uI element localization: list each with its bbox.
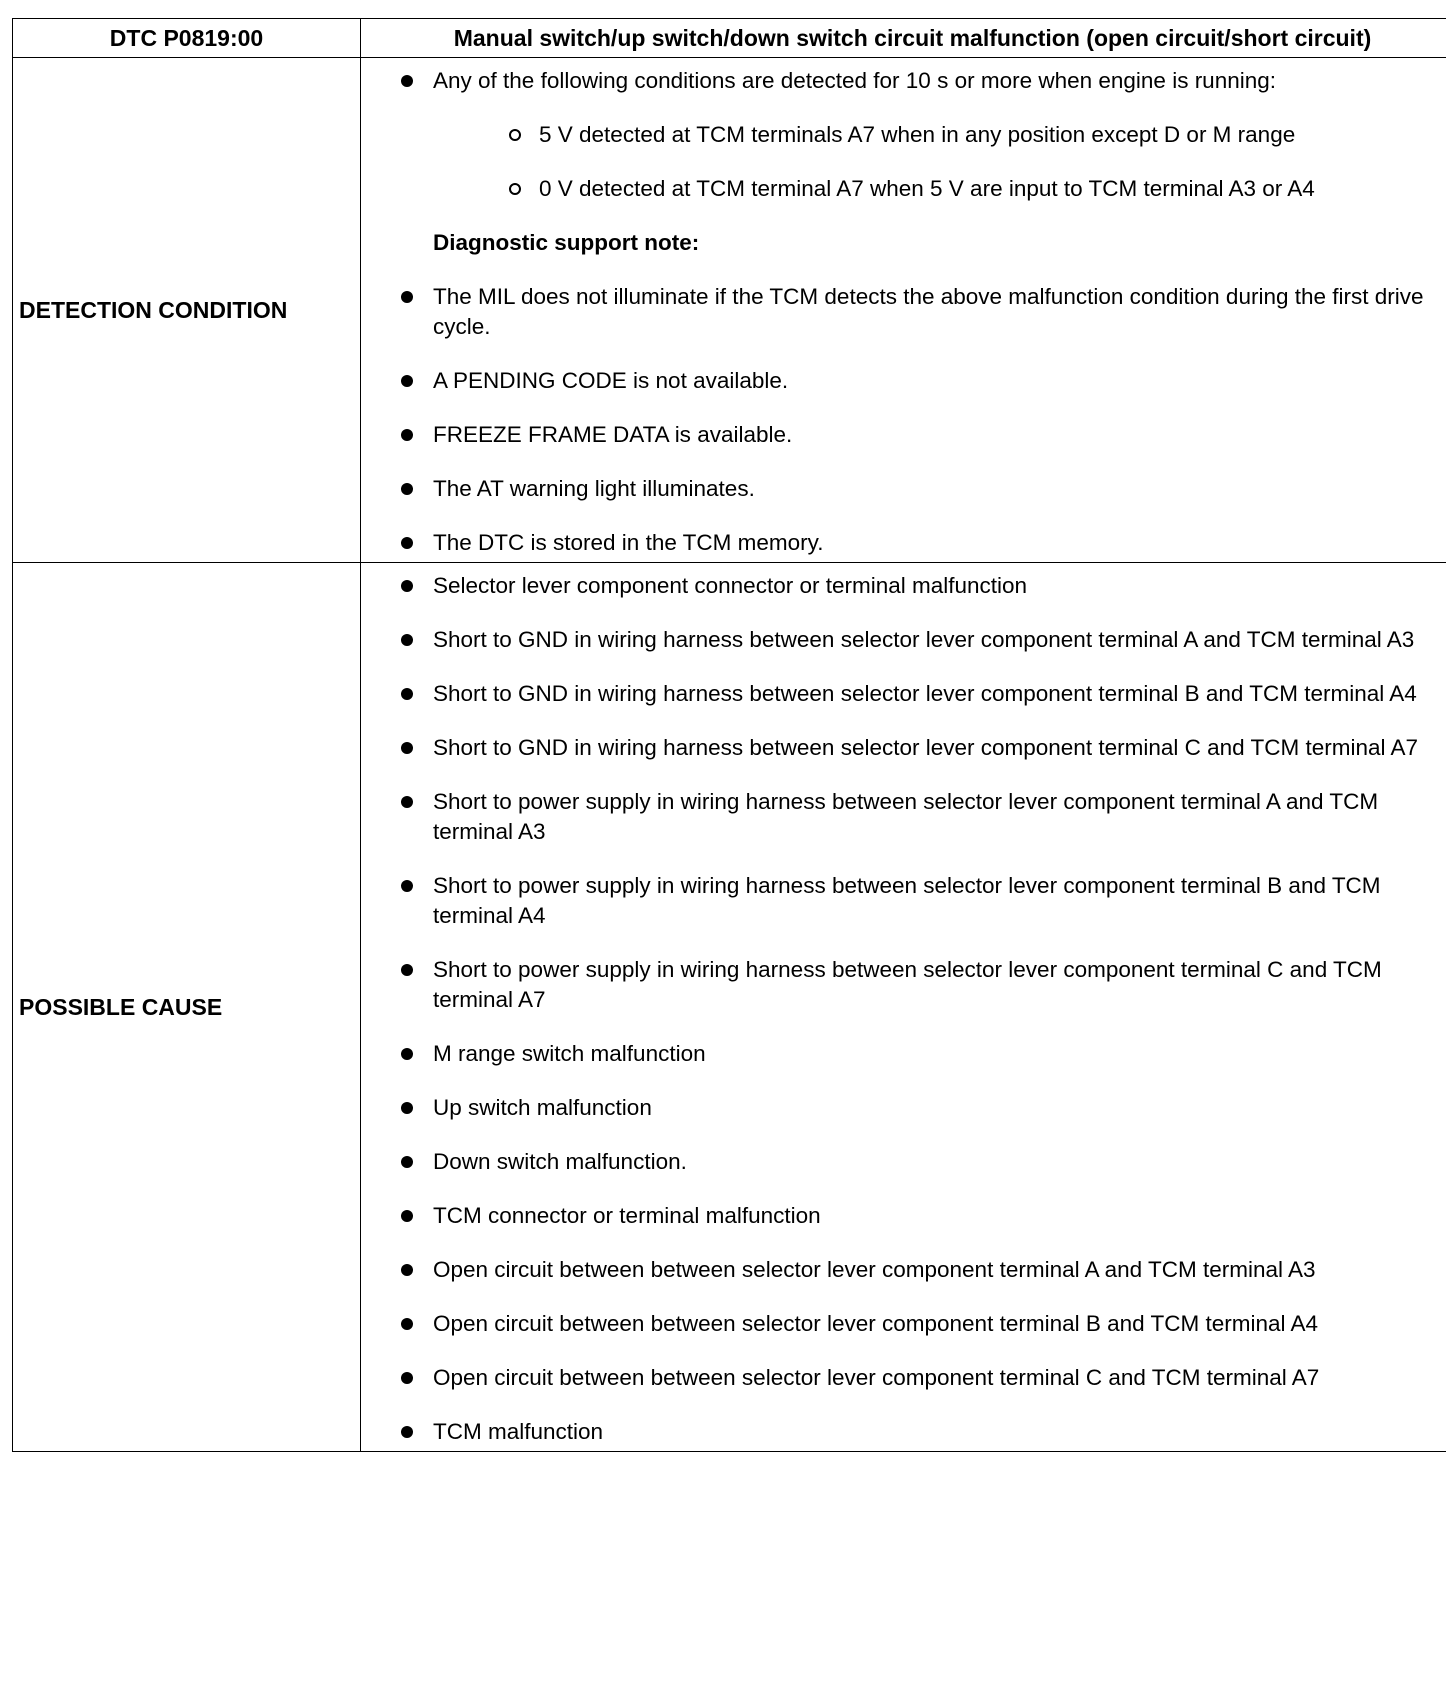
detection-note-item: FREEZE FRAME DATA is available. xyxy=(401,420,1440,450)
detection-intro: Any of the following conditions are detected for 10 s or more when engine is running: 5 V detected at TCM terminals A7 when in any position except D or M range 0 V detected at TCM terminal A7 when 5 V are input to TCM terminal A3 or A4 xyxy=(401,66,1440,204)
dtc-table xyxy=(12,18,1446,1452)
detection-row xyxy=(13,58,1446,563)
cause-item: M range switch malfunction xyxy=(401,1039,1440,1069)
cause-item: Down switch malfunction. xyxy=(401,1147,1440,1177)
cause-item: Short to GND in wiring harness between selector lever component terminal C and TCM terminal A7 xyxy=(401,733,1440,763)
cause-item: TCM connector or terminal malfunction xyxy=(401,1201,1440,1231)
detection-content xyxy=(361,58,1446,563)
cause-item: Short to GND in wiring harness between selector lever component terminal B and TCM terminal A4 xyxy=(401,679,1440,709)
cause-item: Open circuit between between selector lever component terminal A and TCM terminal A3 xyxy=(401,1255,1440,1285)
cause-item: Selector lever component connector or terminal malfunction xyxy=(401,571,1440,601)
cause-item: Short to power supply in wiring harness between selector lever component terminal B and TCM terminal A4 xyxy=(401,871,1440,931)
detection-note-item: The MIL does not illuminate if the TCM detects the above malfunction condition during the first drive cycle. xyxy=(401,282,1440,342)
detection-sub-item: 5 V detected at TCM terminals A7 when in any position except D or M range xyxy=(433,120,1440,150)
cause-item: Up switch malfunction xyxy=(401,1093,1440,1123)
dtc-title: Manual switch/up switch/down switch circuit malfunction (open circuit/short circuit) xyxy=(361,19,1446,58)
cause-item: TCM malfunction xyxy=(401,1417,1440,1447)
cause-item: Short to power supply in wiring harness between selector lever component terminal A and TCM terminal A3 xyxy=(401,787,1440,847)
diagnostic-note-title: Diagnostic support note: xyxy=(433,230,700,255)
cause-list xyxy=(401,571,1440,1447)
cause-label: POSSIBLE CAUSE xyxy=(13,563,361,1452)
detection-note-item: A PENDING CODE is not available. xyxy=(401,366,1440,396)
cause-row xyxy=(13,563,1446,1452)
detection-note-item: The AT warning light illuminates. xyxy=(401,474,1440,504)
cause-item: Short to power supply in wiring harness between selector lever component terminal C and TCM terminal A7 xyxy=(401,955,1440,1015)
detection-note-item: The DTC is stored in the TCM memory. xyxy=(401,528,1440,558)
detection-sub-item: 0 V detected at TCM terminal A7 when 5 V are input to TCM terminal A3 or A4 xyxy=(433,174,1440,204)
cause-item: Open circuit between between selector lever component terminal B and TCM terminal A4 xyxy=(401,1309,1440,1339)
detection-list xyxy=(401,66,1440,558)
header-row xyxy=(13,19,1446,58)
detection-label: DETECTION CONDITION xyxy=(13,58,361,563)
cause-content xyxy=(361,563,1446,1452)
detection-sub-list xyxy=(433,120,1440,204)
cause-item: Open circuit between between selector lever component terminal C and TCM terminal A7 xyxy=(401,1363,1440,1393)
dtc-code: DTC P0819:00 xyxy=(13,19,361,58)
cause-item: Short to GND in wiring harness between selector lever component terminal A and TCM terminal A3 xyxy=(401,625,1440,655)
